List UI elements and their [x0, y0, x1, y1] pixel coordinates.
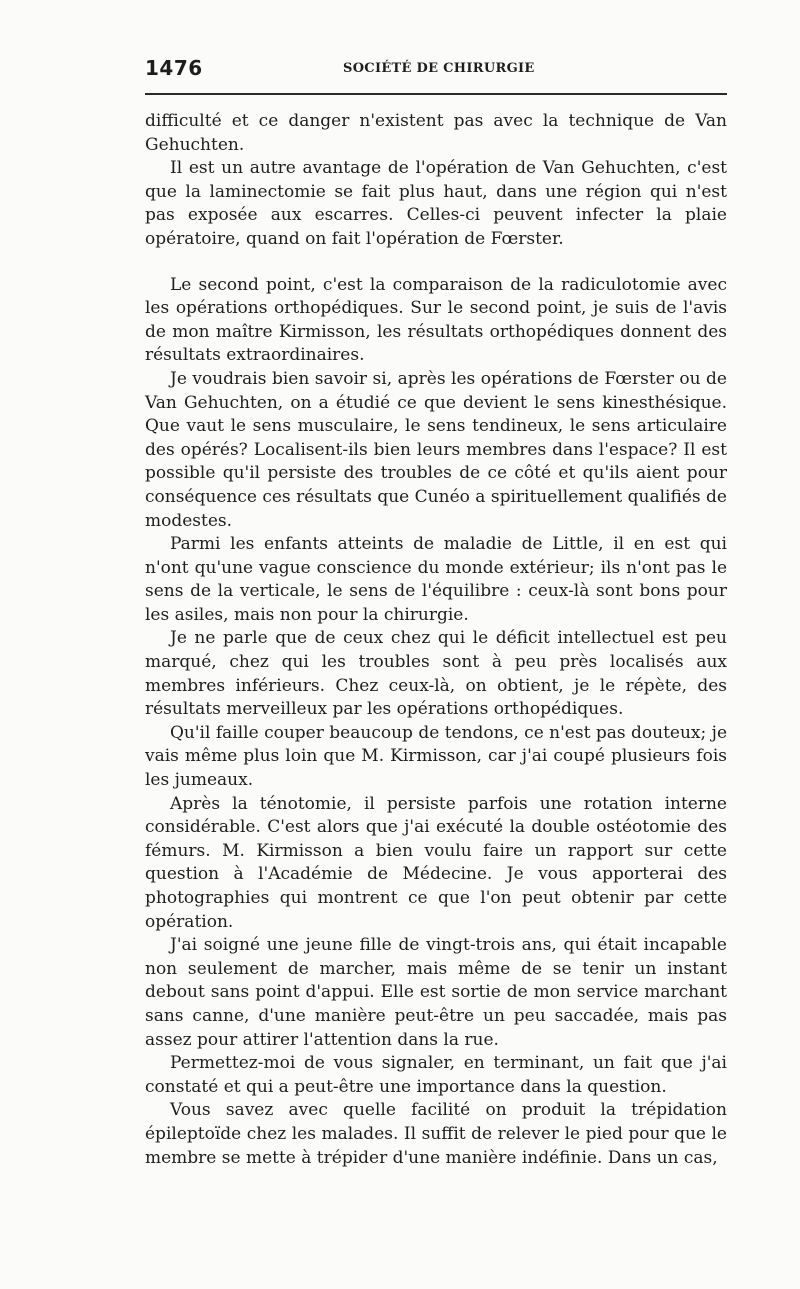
paragraph: Il est un autre avantage de l'opération de Van Gehuchten, c'est que la laminectomie se fait plus haut, dans une région qui n'est pas exposée aux escarres. Celles-ci peuvent infecter la plaie opératoire, quand on fait l'opération de Fœrster.	[145, 158, 727, 249]
paragraph: Parmi les enfants atteints de maladie de Little, il en est qui n'ont qu'une vague conscience du monde extérieur; ils n'ont pas le sens de la verticale, le sens de l'équilibre : ceux-là sont bons pour les asiles, mais non pour la chirurgie.	[145, 534, 727, 625]
paragraph: Vous savez avec quelle facilité on produit la trépidation épileptoïde chez les malades. Il suffit de relever le pied pour que le membre se mette à trépider d'une manière indéfinie. Dans un cas,	[145, 1100, 727, 1168]
paragraph: Le second point, c'est la comparaison de la radiculotomie avec les opérations orthopédiques. Sur le second point, je suis de l'avis de mon maître Kirmisson, les résultats orthopédiques donnent des résultats extraordinaires.	[145, 274, 727, 366]
page-header	[145, 56, 727, 84]
paragraph: Permettez-moi de vous signaler, en terminant, un fait que j'ai constaté et qui a peut-être une importance dans la question.	[145, 1053, 727, 1097]
body-text	[145, 110, 727, 1170]
paragraph: Après la ténotomie, il persiste parfois une rotation interne considérable. C'est alors que j'ai exécuté la double ostéotomie des fémurs. M. Kirmisson a bien voulu faire un rapport sur cette question à l'Académie de Médecine. Je vous apporterai des photographies qui montrent ce que l'on peut obtenir par cette opération.	[145, 793, 727, 932]
paragraph: Je ne parle que de ceux chez qui le déficit intellectuel est peu marqué, chez qui les troubles sont à peu près localisés aux membres inférieurs. Chez ceux-là, on obtient, je le répète, des résultats merveilleux par les opérations orthopédiques.	[145, 628, 727, 720]
page-number: 1476	[145, 56, 203, 80]
paragraph: Je voudrais bien savoir si, après les opérations de Fœrster ou de Van Gehuchten, on a étudié ce que devient le sens kinesthésique. Que vaut le sens musculaire, le sens tendineux, le sens articulaire des opérés? Localisent-ils bien leurs membres dans l'espace? Il est possible qu'il persiste des troubles de ce côté et qu'ils aient pour conséquence ces résultats que Cunéo a spirituellement qualifiés de modestes.	[145, 368, 727, 531]
header-rule	[145, 93, 727, 95]
paragraph: Qu'il faille couper beaucoup de tendons, ce n'est pas douteux; je vais même plus loin que M. Kirmisson, car j'ai coupé plusieurs fois les jumeaux.	[145, 722, 727, 791]
running-head: SOCIÉTÉ DE CHIRURGIE	[343, 61, 535, 76]
paragraph-continuation: difficulté et ce danger n'existent pas avec la technique de Van Gehuchten.	[145, 111, 727, 155]
paragraph: J'ai soigné une jeune fille de vingt-trois ans, qui était incapable non seulement de marcher, mais même de se tenir un instant debout sans point d'appui. Elle est sortie de mon service marchant sans canne, d'une manière peut-être un peu saccadée, mais pas assez pour attirer l'attention dans la rue.	[145, 935, 727, 1050]
